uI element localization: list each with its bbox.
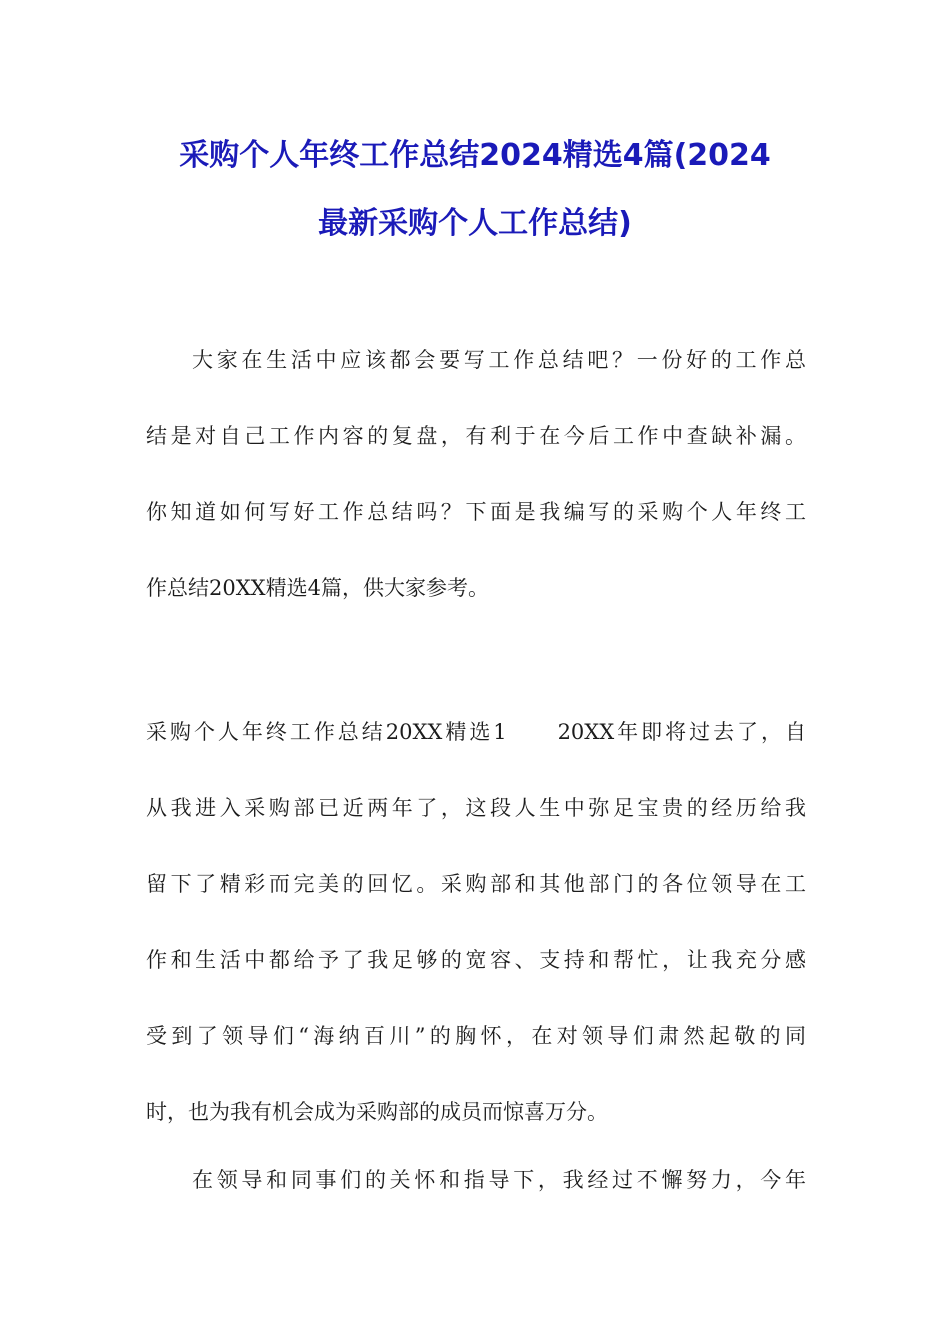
text-line: 大家在生活中应该都会要写工作总结吧？一份好的工作总 <box>192 348 806 372</box>
text-line: 采购个人年终工作总结20XX精选1 20XX年即将过去了，自 <box>146 720 806 744</box>
text-line: 留下了精彩而完美的回忆。采购部和其他部门的各位领导在工 <box>146 872 806 896</box>
section-1-paragraph <box>146 694 806 1150</box>
title-line: 最新采购个人工作总结) <box>318 206 632 241</box>
text-line: 作总结20XX精选4篇，供大家参考。 <box>146 576 489 600</box>
text-line: 你知道如何写好工作总结吗？下面是我编写的采购个人年终工 <box>146 500 806 524</box>
text-line: 受到了领导们“海纳百川”的胸怀，在对领导们肃然起敬的同 <box>146 1024 806 1048</box>
text-line: 作和生活中都给予了我足够的宽容、支持和帮忙，让我充分感 <box>146 948 806 972</box>
text-line: 时，也为我有机会成为采购部的成员而惊喜万分。 <box>146 1100 608 1124</box>
section-2-paragraph <box>146 1142 806 1218</box>
text-line: 结是对自己工作内容的复盘，有利于在今后工作中查缺补漏。 <box>146 424 806 448</box>
document-title <box>120 122 830 258</box>
text-line: 在领导和同事们的关怀和指导下，我经过不懈努力，今年 <box>192 1168 806 1192</box>
intro-paragraph <box>146 322 806 626</box>
title-line: 采购个人年终工作总结2024精选4篇(2024 <box>179 138 771 173</box>
text-line: 从我进入采购部已近两年了，这段人生中弥足宝贵的经历给我 <box>146 796 806 820</box>
